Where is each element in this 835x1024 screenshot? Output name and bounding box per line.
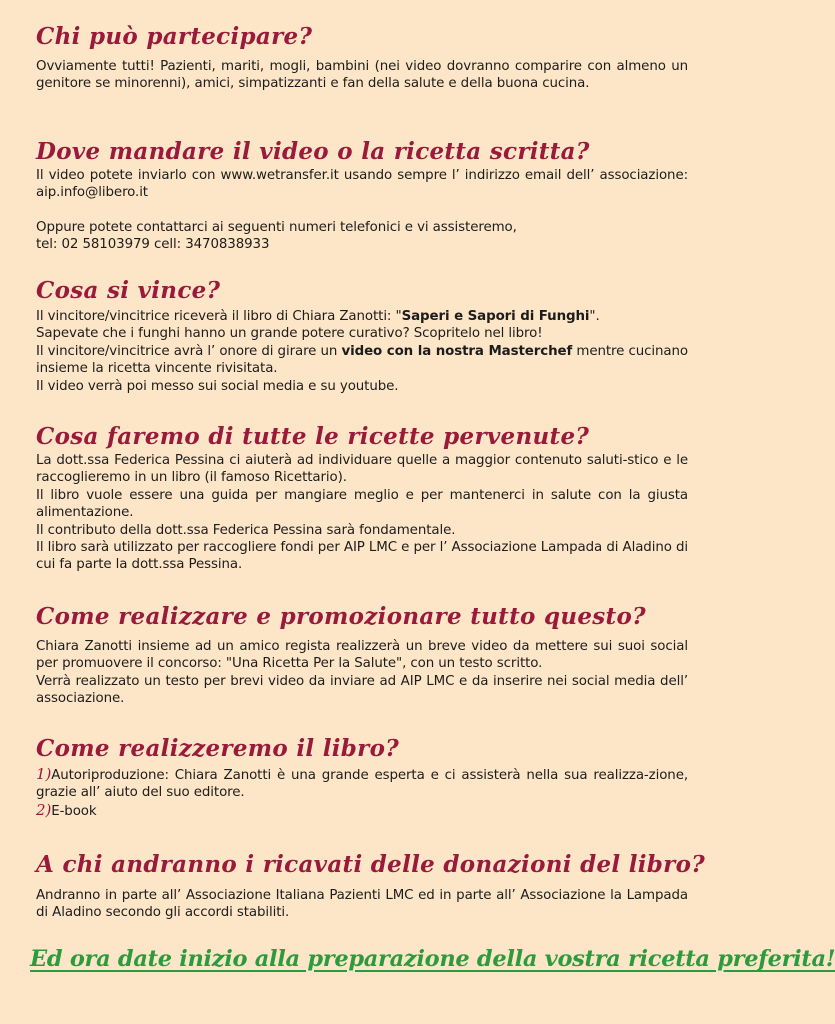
paragraph-proceeds: Andranno in parte all’ Associazione Italiana Pazienti LMC ed in parte all’ Associazione la Lampada di Aladino secondo gli accordi stabiliti. [36,888,688,921]
paragraph-promo-video: Chiara Zanotti insieme ad un amico regista realizzerà un breve video da mettere sui suoi social per promuovere il concorso: "Una Ricetta Per la Salute", con un testo scritto. [36,639,688,672]
heading-what-you-win: Cosa si vince? [36,277,221,304]
section-who-can-participate [36,22,688,93]
paragraph-social-media: Il video verrà poi messo sui social media e su youtube. [36,378,399,394]
spacer [36,202,688,219]
heading-how-book: Come realizzeremo il libro? [36,735,400,762]
paragraph-prize-video: Il vincitore/vincitrice avrà l’ onore di girare un video con la nostra Masterchef mentre cucinano insieme la ricetta vincente rivisitata. [36,343,688,377]
paragraph-who-can-participate: Ovviamente tutti! Pazienti, mariti, mogli, bambini (nei video dovranno comparire con almeno un genitore se minorenni), amici, simpatizzanti e fan della salute e della buona cucina. [36,59,688,92]
paragraph-contribution: Il contributo della dott.ssa Federica Pessina sarà fondamentale. [36,522,456,538]
paragraph-prize-book: Il vincitore/vincitrice riceverà il libro di Chiara Zanotti: "Saperi e Sapori di Funghi". [36,309,600,324]
closing-call-to-action: Ed ora date inizio alla preparazione della vostra ricetta preferita! [30,946,835,972]
section-how-book [36,734,688,820]
list-number: 2) [36,800,52,819]
list-item: 2)E-book [36,800,97,819]
list-item: 1)Autoriproduzione: Chiara Zanotti è una grande esperta e ci assisterà nella sua realizza-zione, grazie all’ aiuto del suo editore. [36,765,688,801]
masterchef-highlight: video con la nostra Masterchef [341,343,573,359]
paragraph-mushrooms: Sapevate che i funghi hanno un grande potere curativo? Scopritelo nel libro! [36,326,543,342]
heading-recipes: Cosa faremo di tutte le ricette pervenute? [36,423,590,450]
section-promotion [36,602,688,708]
heading-proceeds: A chi andranno i ricavati delle donazioni del libro? [36,851,706,878]
section-recipes [36,422,688,574]
heading-who-can-participate: Chi può partecipare? [36,23,313,50]
heading-promotion: Come realizzare e promozionare tutto questo? [36,603,646,630]
paragraph-contact: Oppure potete contattarci ai seguenti numeri telefonici e vi assisteremo, [36,219,517,235]
section-proceeds [36,850,706,922]
paragraph-book-guide: Il libro vuole essere una guida per mangiare meglio e per mantenerci in salute con la giusta alimentazione. [36,487,688,521]
heading-where-to-send: Dove mandare il video o la ricetta scritta? [36,138,590,165]
paragraph-promo-text: Verrà realizzato un testo per brevi video da inviare ad AIP LMC e da inserire nei social media dell’ associazione. [36,673,688,707]
book-title: Saperi e Sapori di Funghi [401,309,590,324]
paragraph-fundraising: Il libro sarà utilizzato per raccogliere fondi per AIP LMC e per l’ Associazione Lampada di Aladino di cui fa parte la dott.ssa Pessina. [36,540,688,573]
paragraph-phone-numbers: tel: 02 58103979 cell: 3470838933 [36,237,270,253]
paragraph-send-video: Il video potete inviarlo con www.wetransfer.it usando sempre l’ indirizzo email dell’ associazione: aip.info@libero.it [36,168,688,201]
section-where-to-send [36,137,688,254]
paragraph-selection: La dott.ssa Federica Pessina ci aiuterà ad individuare quelle a maggior contenuto saluti-stico e le raccoglieremo in un libro (il famoso Ricettario). [36,453,688,486]
list-number: 1) [36,765,52,783]
section-what-you-win [36,276,688,395]
